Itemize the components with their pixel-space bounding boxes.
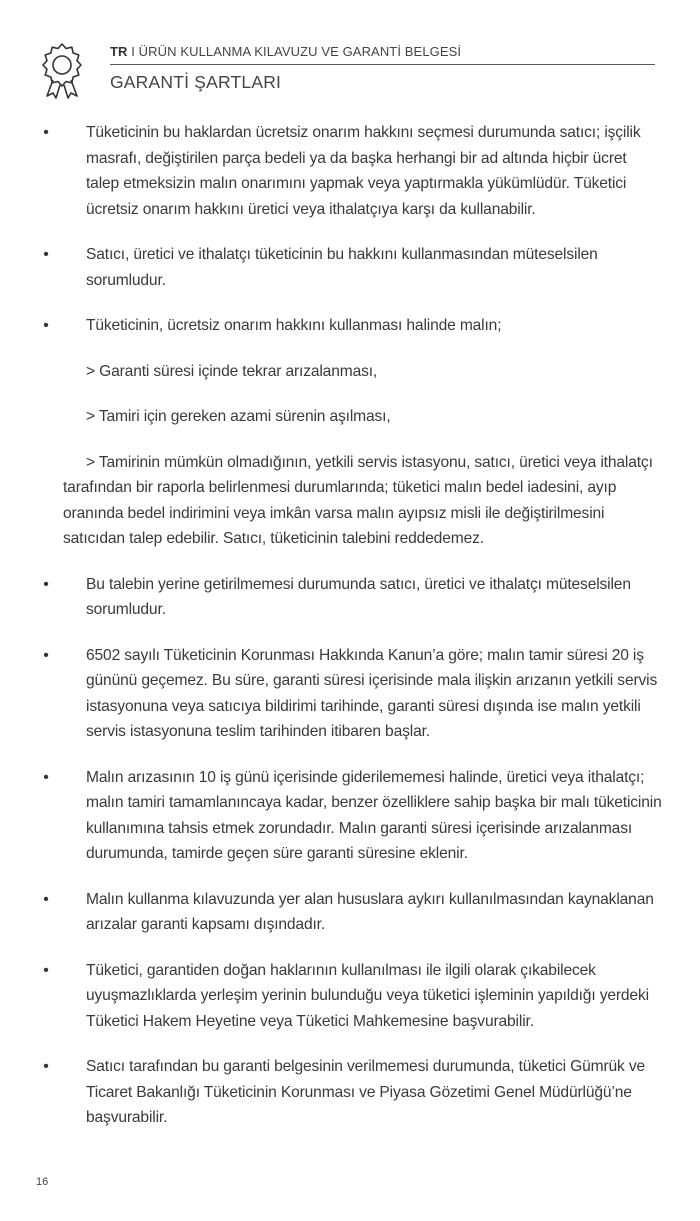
header-separator: I: [127, 44, 139, 59]
list-item-text: Satıcı, üretici ve ithalatçı tüketicinin bu hakkını kullanmasından müteselsilen sorumludur.: [86, 246, 598, 289]
sub-item: > Tamirinin mümkün olmadığının, yetkili servis istasyonu, satıcı, üretici veya ithalatçı tarafından bir raporla belirlenmesi durumlarında; tüketici malın bedel iadesini, ayıp oranında bedel indirimini veya imkân varsa malın ayıpsız misli ile değiştirilmesini satıcıdan talep edebilir. Satıcı, tüketicinin talebini reddedemez.: [63, 453, 653, 547]
list-item: [43, 643, 663, 745]
sub-item: > Garanti süresi içinde tekrar arızalanması,: [86, 362, 378, 380]
list-item: [43, 120, 663, 222]
list-item: [43, 242, 663, 293]
header-divider: [110, 64, 655, 65]
bullet-icon: •: [43, 124, 49, 141]
section-title: GARANTİ ŞARTLARI: [110, 72, 282, 92]
sub-item: > Tamiri için gereken azami sürenin aşılması,: [86, 408, 391, 425]
list-item-text: Malın arızasının 10 iş günü içerisinde giderilememesi halinde, üretici veya ithalatçı; malın tamiri tamamlanıncaya kadar, benzer özelliklere sahip başka bir malı tüketicinin kullanımına tahsis etmek zorundadır. Malın garanti süresi içerisinde arızalanması durumunda, tamirde geçen süre garanti süresine eklenir.: [86, 768, 662, 862]
list-item: [43, 1054, 663, 1131]
list-item-text: Malın kullanma kılavuzunda yer alan hususlara aykırı kullanılmasından kaynaklanan arızalar garanti kapsamı dışındadır.: [86, 890, 654, 933]
list-item-text: Tüketici, garantiden doğan haklarının kullanılması ile ilgili olarak çıkabilecek uyuşmazlıklarda yerleşim yerinin bulunduğu veya tüketici işleminin yapıldığı yerdeki Tüketici Hakem Heyetine veya Tüketici Mahkemesine başvurabilir.: [86, 961, 649, 1030]
document-header: [110, 44, 461, 59]
bullet-icon: •: [43, 646, 49, 664]
document-title: ÜRÜN KULLANMA KILAVUZU VE GARANTİ BELGESİ: [138, 44, 462, 59]
list-item-text: Tüketicinin bu haklardan ücretsiz onarım hakkını seçmesi durumunda satıcı; işçilik masrafı, değiştirilen parça bedeli ya da başka herhangi bir ad altında hiçbir ücret talep etmeksizin malın onarımını yapmak veya yaptırmakla yükümlüdür. Tüketici ücretsiz onarım hakkını üretici veya ithalatçıya karşı da kullanabilir.: [86, 124, 641, 218]
bullet-icon: •: [43, 890, 49, 908]
warranty-terms: [43, 120, 663, 1151]
list-item: [43, 887, 663, 938]
list-item-text: 6502 sayılı Tüketicinin Korunması Hakkında Kanun’a göre; malın tamir süresi 20 iş gününü geçemez. Bu süre, garanti süresi içerisinde mala ilişkin arızanın yetkili servis istasyonuna veya satıcıya bildirimi tarihinde, garanti süresi dışında ise malın yetkili servis istasyonuna teslim tarihinden itibaren başlar.: [86, 646, 658, 740]
bullet-icon: •: [43, 768, 49, 786]
language-code: TR: [110, 44, 128, 59]
page-number: 16: [36, 1176, 49, 1188]
bullet-icon: •: [43, 575, 49, 593]
bullet-icon: •: [43, 317, 49, 334]
bullet-icon: •: [43, 1058, 49, 1075]
bullet-icon: •: [43, 961, 49, 979]
list-item: [43, 765, 663, 867]
list-item-text: Bu talebin yerine getirilmemesi durumunda satıcı, üretici ve ithalatçı müteselsilen sorumludur.: [86, 575, 631, 618]
list-item: [43, 313, 663, 339]
list-item: [43, 572, 663, 623]
bullet-icon: •: [43, 246, 49, 263]
list-item: [43, 958, 663, 1035]
list-item-text: Tüketicinin, ücretsiz onarım hakkını kullanması halinde malın;: [86, 317, 502, 334]
award-ribbon-icon: [40, 42, 84, 100]
list-item-text: Satıcı tarafından bu garanti belgesinin verilmemesi durumunda, tüketici Gümrük ve Ticaret Bakanlığı Tüketicinin Korunması ve Piyasa Gözetimi Genel Müdürlüğü’ne başvurabilir.: [86, 1058, 646, 1126]
